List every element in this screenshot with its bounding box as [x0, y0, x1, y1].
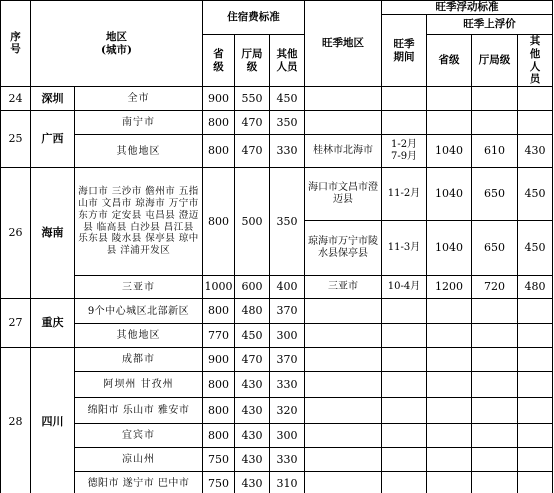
empty-cell [472, 87, 518, 111]
peak-area-cell: 海口市文昌市澄迈县 [305, 168, 382, 221]
empty-cell [305, 299, 382, 324]
table-row [1, 324, 553, 348]
province-cell: 海南 [31, 168, 75, 299]
prov-rate-cell: 900 [203, 348, 235, 372]
bureau-rate-cell: 450 [235, 324, 270, 348]
prov-rate-cell: 800 [203, 111, 235, 135]
peak-bureau-header: 厅局级 [472, 35, 518, 87]
empty-cell [382, 398, 427, 424]
prov-rate-cell: 770 [203, 324, 235, 348]
prov-rate-cell: 800 [203, 372, 235, 398]
bureau-rate-cell: 430 [235, 398, 270, 424]
prov-rate-cell: 800 [203, 424, 235, 448]
table-row [1, 448, 553, 472]
other-rate-cell: 310 [270, 472, 305, 493]
peak-upper-header: 旺季上浮价 [427, 15, 553, 35]
table-row [1, 372, 553, 398]
peak-prov-cell: 1040 [427, 221, 472, 276]
seq-cell: 25 [1, 111, 31, 168]
table-row [1, 472, 553, 493]
peak-period-cell: 11-3月 [382, 221, 427, 276]
table-row [1, 168, 553, 221]
other-rate-cell: 450 [270, 87, 305, 111]
area-cell: 凉山州 [75, 448, 203, 472]
other-rate-cell: 350 [270, 111, 305, 135]
bureau-rate-cell: 430 [235, 372, 270, 398]
bureau-rate-cell: 470 [235, 111, 270, 135]
prov-rate-cell: 900 [203, 87, 235, 111]
empty-cell [518, 299, 553, 324]
empty-cell [305, 472, 382, 493]
empty-cell [427, 448, 472, 472]
peak-period-header: 旺季期间 [382, 15, 427, 87]
peak-float-header: 旺季浮动标准 [382, 1, 553, 15]
seq-header: 序号 [1, 1, 31, 87]
bureau-rate-cell: 470 [235, 135, 270, 168]
peak-other-cell: 430 [518, 135, 553, 168]
empty-cell [305, 111, 382, 135]
table-row [1, 299, 553, 324]
empty-cell [427, 398, 472, 424]
table-row [1, 111, 553, 135]
empty-cell [518, 472, 553, 493]
empty-cell [305, 372, 382, 398]
empty-cell [427, 372, 472, 398]
region-header-label: 地区 [106, 30, 127, 43]
empty-cell [382, 324, 427, 348]
prov-rate-cell: 800 [203, 168, 235, 276]
other-header: 其他人员 [270, 35, 305, 87]
other-rate-cell: 370 [270, 299, 305, 324]
empty-cell [518, 448, 553, 472]
province-cell: 四川 [31, 348, 75, 493]
peak-other-cell: 480 [518, 276, 553, 299]
table-row [1, 135, 553, 168]
area-cell: 三亚市 [75, 276, 203, 299]
area-cell: 其他地区 [75, 324, 203, 348]
peak-prov-cell: 1200 [427, 276, 472, 299]
peak-area-cell: 琼海市万宁市陵水县保亭县 [305, 221, 382, 276]
empty-cell [382, 348, 427, 372]
bureau-rate-cell: 600 [235, 276, 270, 299]
prov-header: 省级 [203, 35, 235, 87]
province-cell: 广西 [31, 111, 75, 168]
empty-cell [305, 398, 382, 424]
other-rate-cell: 320 [270, 398, 305, 424]
area-cell: 成都市 [75, 348, 203, 372]
prov-rate-cell: 800 [203, 299, 235, 324]
table-row [1, 87, 553, 111]
prov-rate-cell: 800 [203, 398, 235, 424]
empty-cell [305, 87, 382, 111]
peak-area-cell: 桂林市北海市 [305, 135, 382, 168]
peak-other-cell: 450 [518, 221, 553, 276]
table-row [1, 276, 553, 299]
empty-cell [472, 398, 518, 424]
empty-cell [518, 324, 553, 348]
bureau-rate-cell: 480 [235, 299, 270, 324]
table-row [1, 424, 553, 448]
empty-cell [382, 299, 427, 324]
area-cell: 德阳市 遂宁市 巴中市 [75, 472, 203, 493]
seq-cell: 24 [1, 87, 31, 111]
empty-cell [382, 372, 427, 398]
seq-cell: 26 [1, 168, 31, 299]
other-rate-cell: 350 [270, 168, 305, 276]
empty-cell [382, 424, 427, 448]
peak-period-cell: 1-2月 7-9月 [382, 135, 427, 168]
area-cell: 南宁市 [75, 111, 203, 135]
prov-rate-cell: 1000 [203, 276, 235, 299]
empty-cell [472, 111, 518, 135]
empty-cell [382, 111, 427, 135]
empty-cell [472, 448, 518, 472]
other-rate-cell: 330 [270, 448, 305, 472]
area-cell: 宜宾市 [75, 424, 203, 448]
peak-period-cell: 11-2月 [382, 168, 427, 221]
empty-cell [305, 324, 382, 348]
bureau-rate-cell: 550 [235, 87, 270, 111]
seq-cell: 28 [1, 348, 31, 493]
other-rate-cell: 330 [270, 135, 305, 168]
other-rate-cell: 370 [270, 348, 305, 372]
empty-cell [427, 348, 472, 372]
empty-cell [427, 111, 472, 135]
seq-cell: 27 [1, 299, 31, 348]
area-cell: 绵阳市 乐山市 雅安市 [75, 398, 203, 424]
province-cell: 深圳 [31, 87, 75, 111]
empty-cell [518, 111, 553, 135]
area-cell: 9个中心城区北部新区 [75, 299, 203, 324]
standard-header: 住宿费标准 [203, 1, 305, 35]
peak-other-header: 其他人员 [518, 35, 553, 87]
peak-bureau-cell: 650 [472, 168, 518, 221]
peak-other-cell: 450 [518, 168, 553, 221]
empty-cell [472, 372, 518, 398]
bureau-rate-cell: 430 [235, 424, 270, 448]
empty-cell [472, 348, 518, 372]
empty-cell [427, 299, 472, 324]
peak-area-header: 旺季地区 [305, 1, 382, 87]
province-cell: 重庆 [31, 299, 75, 348]
prov-rate-cell: 750 [203, 448, 235, 472]
empty-cell [518, 372, 553, 398]
empty-cell [382, 87, 427, 111]
area-cell: 阿坝州 甘孜州 [75, 372, 203, 398]
empty-cell [305, 348, 382, 372]
empty-cell [427, 472, 472, 493]
empty-cell [472, 472, 518, 493]
prov-rate-cell: 800 [203, 135, 235, 168]
empty-cell [518, 424, 553, 448]
empty-cell [518, 348, 553, 372]
prov-rate-cell: 750 [203, 472, 235, 493]
peak-prov-cell: 1040 [427, 168, 472, 221]
area-cell: 全市 [75, 87, 203, 111]
peak-prov-cell: 1040 [427, 135, 472, 168]
other-rate-cell: 400 [270, 276, 305, 299]
other-rate-cell: 300 [270, 324, 305, 348]
other-rate-cell: 330 [270, 372, 305, 398]
empty-cell [382, 448, 427, 472]
empty-cell [305, 424, 382, 448]
bureau-rate-cell: 430 [235, 448, 270, 472]
empty-cell [472, 324, 518, 348]
bureau-rate-cell: 500 [235, 168, 270, 276]
peak-bureau-cell: 720 [472, 276, 518, 299]
peak-prov-header: 省级 [427, 35, 472, 87]
other-rate-cell: 300 [270, 424, 305, 448]
empty-cell [518, 87, 553, 111]
empty-cell [382, 472, 427, 493]
region-header [31, 1, 203, 87]
empty-cell [427, 324, 472, 348]
empty-cell [472, 424, 518, 448]
table-row [1, 398, 553, 424]
peak-bureau-cell: 610 [472, 135, 518, 168]
empty-cell [472, 299, 518, 324]
peak-bureau-cell: 650 [472, 221, 518, 276]
empty-cell [518, 398, 553, 424]
peak-period-cell: 10-4月 [382, 276, 427, 299]
region-header-sub: (城市) [101, 43, 132, 56]
table-row [1, 348, 553, 372]
peak-area-cell: 三亚市 [305, 276, 382, 299]
empty-cell [305, 448, 382, 472]
bureau-rate-cell: 470 [235, 348, 270, 372]
area-cell: 海口市 三沙市 儋州市 五指山市 文昌市 琼海市 万宁市 东方市 定安县 屯昌县 澄迈县 临高县 白沙县 昌江县 乐东县 陵水县 保亭县 琼中县 洋浦开发区 [75, 168, 203, 276]
area-cell: 其他地区 [75, 135, 203, 168]
bureau-rate-cell: 430 [235, 472, 270, 493]
empty-cell [427, 424, 472, 448]
bureau-header: 厅局级 [235, 35, 270, 87]
empty-cell [427, 87, 472, 111]
